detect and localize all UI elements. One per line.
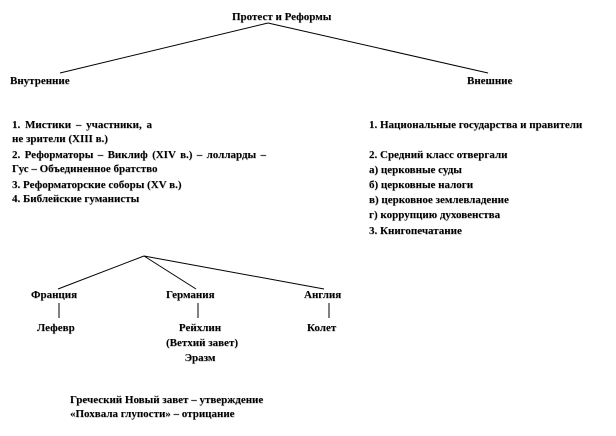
internal-item: 1. Мистики – участники, а не зрители (XIII в.) bbox=[12, 119, 152, 145]
line-title-external bbox=[268, 23, 488, 73]
country-germany: Германия bbox=[166, 289, 215, 301]
footer-line: «Похвала глупости» – отрицание bbox=[70, 408, 235, 420]
external-item: б) церковные налоги bbox=[369, 179, 474, 191]
internal-item: 3. Реформаторские соборы (XV в.) bbox=[12, 179, 182, 191]
branch-external: Внешние bbox=[467, 75, 513, 87]
person-reuchlin: Рейхлин bbox=[178, 322, 222, 334]
person-erasmus: Эразм bbox=[184, 352, 216, 364]
footer-line: Греческий Новый завет – утверждение bbox=[70, 394, 264, 406]
branch-internal: Внутренние bbox=[10, 75, 70, 87]
line-hub-england bbox=[144, 256, 324, 289]
person-colet: Колет bbox=[307, 322, 337, 334]
country-england: Англия bbox=[304, 289, 342, 301]
line-title-internal bbox=[60, 23, 268, 73]
external-item: а) церковные суды bbox=[369, 164, 462, 176]
internal-item: 2. Реформаторы – Виклиф (XIV в.) – лолларды – Гус – Объединенное братство bbox=[12, 149, 266, 175]
diagram-title: Протест и Реформы bbox=[232, 11, 332, 23]
external-item: 3. Книгопечатание bbox=[369, 225, 462, 237]
line-hub-france bbox=[58, 256, 144, 289]
person-lefevre: Лефевр bbox=[37, 322, 75, 334]
country-france: Франция bbox=[31, 289, 78, 301]
note-old-testament: (Ветхий завет) bbox=[165, 337, 239, 349]
internal-item: 4. Библейские гуманисты bbox=[12, 193, 140, 205]
external-item: 2. Средний класс отвергали bbox=[369, 149, 508, 161]
external-item: 1. Национальные государства и правители bbox=[369, 119, 583, 131]
external-item: г) коррупцию духовенства bbox=[369, 209, 501, 221]
external-item: в) церковное землевладение bbox=[369, 194, 509, 206]
